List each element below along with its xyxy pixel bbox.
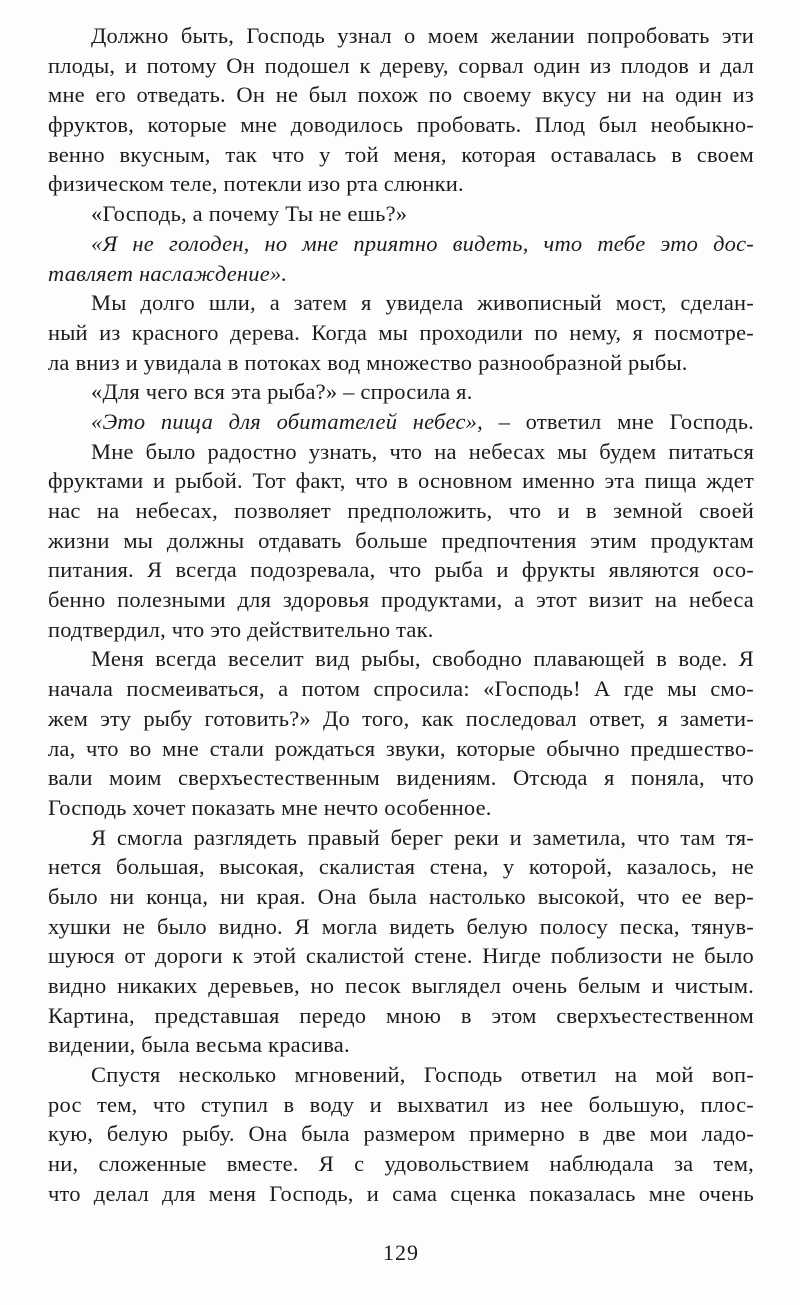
text-segment: фруктов, которые мне доводилось пробовать. Плод был необыкно- <box>48 112 754 138</box>
text-line <box>48 615 754 645</box>
text-line <box>48 1149 754 1179</box>
text-segment: ный из красного дерева. Когда мы проходили по нему, я посмотре- <box>48 319 754 345</box>
text-line <box>48 80 754 110</box>
text-segment: питания. Я всегда подозревала, что рыба и фрукты являются осо- <box>48 557 754 583</box>
text-line <box>48 229 754 259</box>
text-line <box>48 259 754 289</box>
text-line <box>48 110 754 140</box>
text-line <box>48 1090 754 1120</box>
text-segment: рос тем, что ступил в воду и выхватил из нее большую, плос- <box>48 1091 754 1117</box>
text-line <box>48 555 754 585</box>
text-line <box>48 51 754 81</box>
text-line <box>48 377 754 407</box>
text-line <box>48 466 754 496</box>
text-segment: шуюся от дороги к этой скалистой стене. Нигде поблизости не было <box>48 943 754 969</box>
text-line <box>48 763 754 793</box>
text-segment: начала посмеиваться, а потом спросила: «Господь! А где мы смо- <box>48 676 754 702</box>
text-segment: Господь хочет показать мне нечто особенное. <box>48 794 492 820</box>
text-line <box>48 1030 754 1060</box>
text-segment: кую, белую рыбу. Она была размером примерно в две мои ладо- <box>48 1121 754 1147</box>
italic-text-segment: «Это пища для обитателей небес» <box>91 408 478 434</box>
text-segment: Меня всегда веселит вид рыбы, свободно плавающей в воде. Я <box>91 646 754 672</box>
text-line <box>48 793 754 823</box>
text-line <box>48 1001 754 1031</box>
text-line <box>48 169 754 199</box>
text-segment: жизни мы должны отдавать больше предпочтения этим продуктам <box>48 527 754 553</box>
text-segment: Мы долго шли, а затем я увидела живописный мост, сделан- <box>91 290 754 316</box>
text-line <box>48 704 754 734</box>
text-segment: хушки не было видно. Я могла видеть белую полосу песка, тянув- <box>48 913 754 939</box>
text-segment: ла вниз и увидала в потоках вод множество разнообразной рыбы. <box>48 349 688 375</box>
text-segment: жем эту рыбу готовить?» До того, как последовал ответ, я замети- <box>48 705 754 731</box>
text-segment: Спустя несколько мгновений, Господь ответил на мой воп- <box>91 1062 754 1088</box>
text-segment: физическом теле, потекли изо рта слюнки. <box>48 171 464 197</box>
text-segment: мне его отведать. Он не был похож по своему вкусу ни на один из <box>48 82 754 108</box>
text-line <box>48 674 754 704</box>
text-line <box>48 644 754 674</box>
italic-text-segment: «Я не голоден, но мне приятно видеть, что тебе это дос- <box>91 230 754 256</box>
text-line <box>48 496 754 526</box>
text-line <box>48 318 754 348</box>
page-text <box>48 21 754 1209</box>
text-segment: бенно полезными для здоровья продуктами, а этот визит на небеса <box>48 587 754 613</box>
text-segment: вали моим сверхъестественным видениям. Отсюда я поняла, что <box>48 765 754 791</box>
text-segment: фруктами и рыбой. Тот факт, что в основном именно эта пища ждет <box>48 468 754 494</box>
text-line <box>48 407 754 437</box>
text-segment: , – ответил мне Господь. <box>477 408 754 434</box>
text-segment: Мне было радостно узнать, что на небесах мы будем питаться <box>91 438 754 464</box>
text-line <box>48 823 754 853</box>
text-segment: видно никаких деревьев, но песок выглядел очень белым и чистым. <box>48 973 754 998</box>
text-segment: нас на небесах, позволяет предположить, что и в земной своей <box>48 498 754 523</box>
text-line <box>48 585 754 615</box>
text-segment: Картина, представшая передо мною в этом сверхъестественном <box>48 1002 754 1028</box>
text-line <box>48 437 754 467</box>
text-line <box>48 882 754 912</box>
text-segment: Должно быть, Господь узнал о моем желании попробовать эти <box>91 23 754 48</box>
text-line <box>48 1119 754 1149</box>
text-segment: «Для чего вся эта рыба?» – спросила я. <box>91 379 473 405</box>
text-line <box>48 348 754 378</box>
text-segment: подтвердил, что это действительно так. <box>48 616 434 642</box>
italic-text-segment: тавляет наслаждение». <box>48 260 288 286</box>
text-segment: венно вкусным, так что у той меня, которая оставалась в своем <box>48 141 754 167</box>
text-segment: видении, была весьма красива. <box>48 1032 350 1058</box>
text-segment: плоды, и потому Он подошел к дереву, сорвал один из плодов и дал <box>48 52 754 78</box>
text-line <box>48 1179 754 1209</box>
text-line <box>48 912 754 942</box>
text-segment: ни, сложенные вместе. Я с удовольствием наблюдала за тем, <box>48 1151 754 1177</box>
text-line <box>48 971 754 1001</box>
text-segment: что делал для меня Господь, и сама сценка показалась мне очень <box>48 1180 754 1206</box>
text-line <box>48 526 754 556</box>
text-segment: было ни конца, ни края. Она была настолько высокой, что ее вер- <box>48 883 754 909</box>
text-segment: ла, что во мне стали рождаться звуки, которые обычно предшество- <box>48 735 754 761</box>
text-line <box>48 199 754 229</box>
text-line <box>48 941 754 971</box>
text-line <box>48 852 754 882</box>
text-line <box>48 1060 754 1090</box>
text-line <box>48 734 754 764</box>
text-line <box>48 288 754 318</box>
text-segment: нется большая, высокая, скалистая стена, у которой, казалось, не <box>48 854 754 880</box>
text-segment: «Господь, а почему Ты не ешь?» <box>91 201 408 227</box>
text-line <box>48 21 754 51</box>
text-line <box>48 140 754 170</box>
page-number: 129 <box>383 1240 419 1265</box>
text-segment: Я смогла разглядеть правый берег реки и заметила, что там тя- <box>91 824 754 850</box>
